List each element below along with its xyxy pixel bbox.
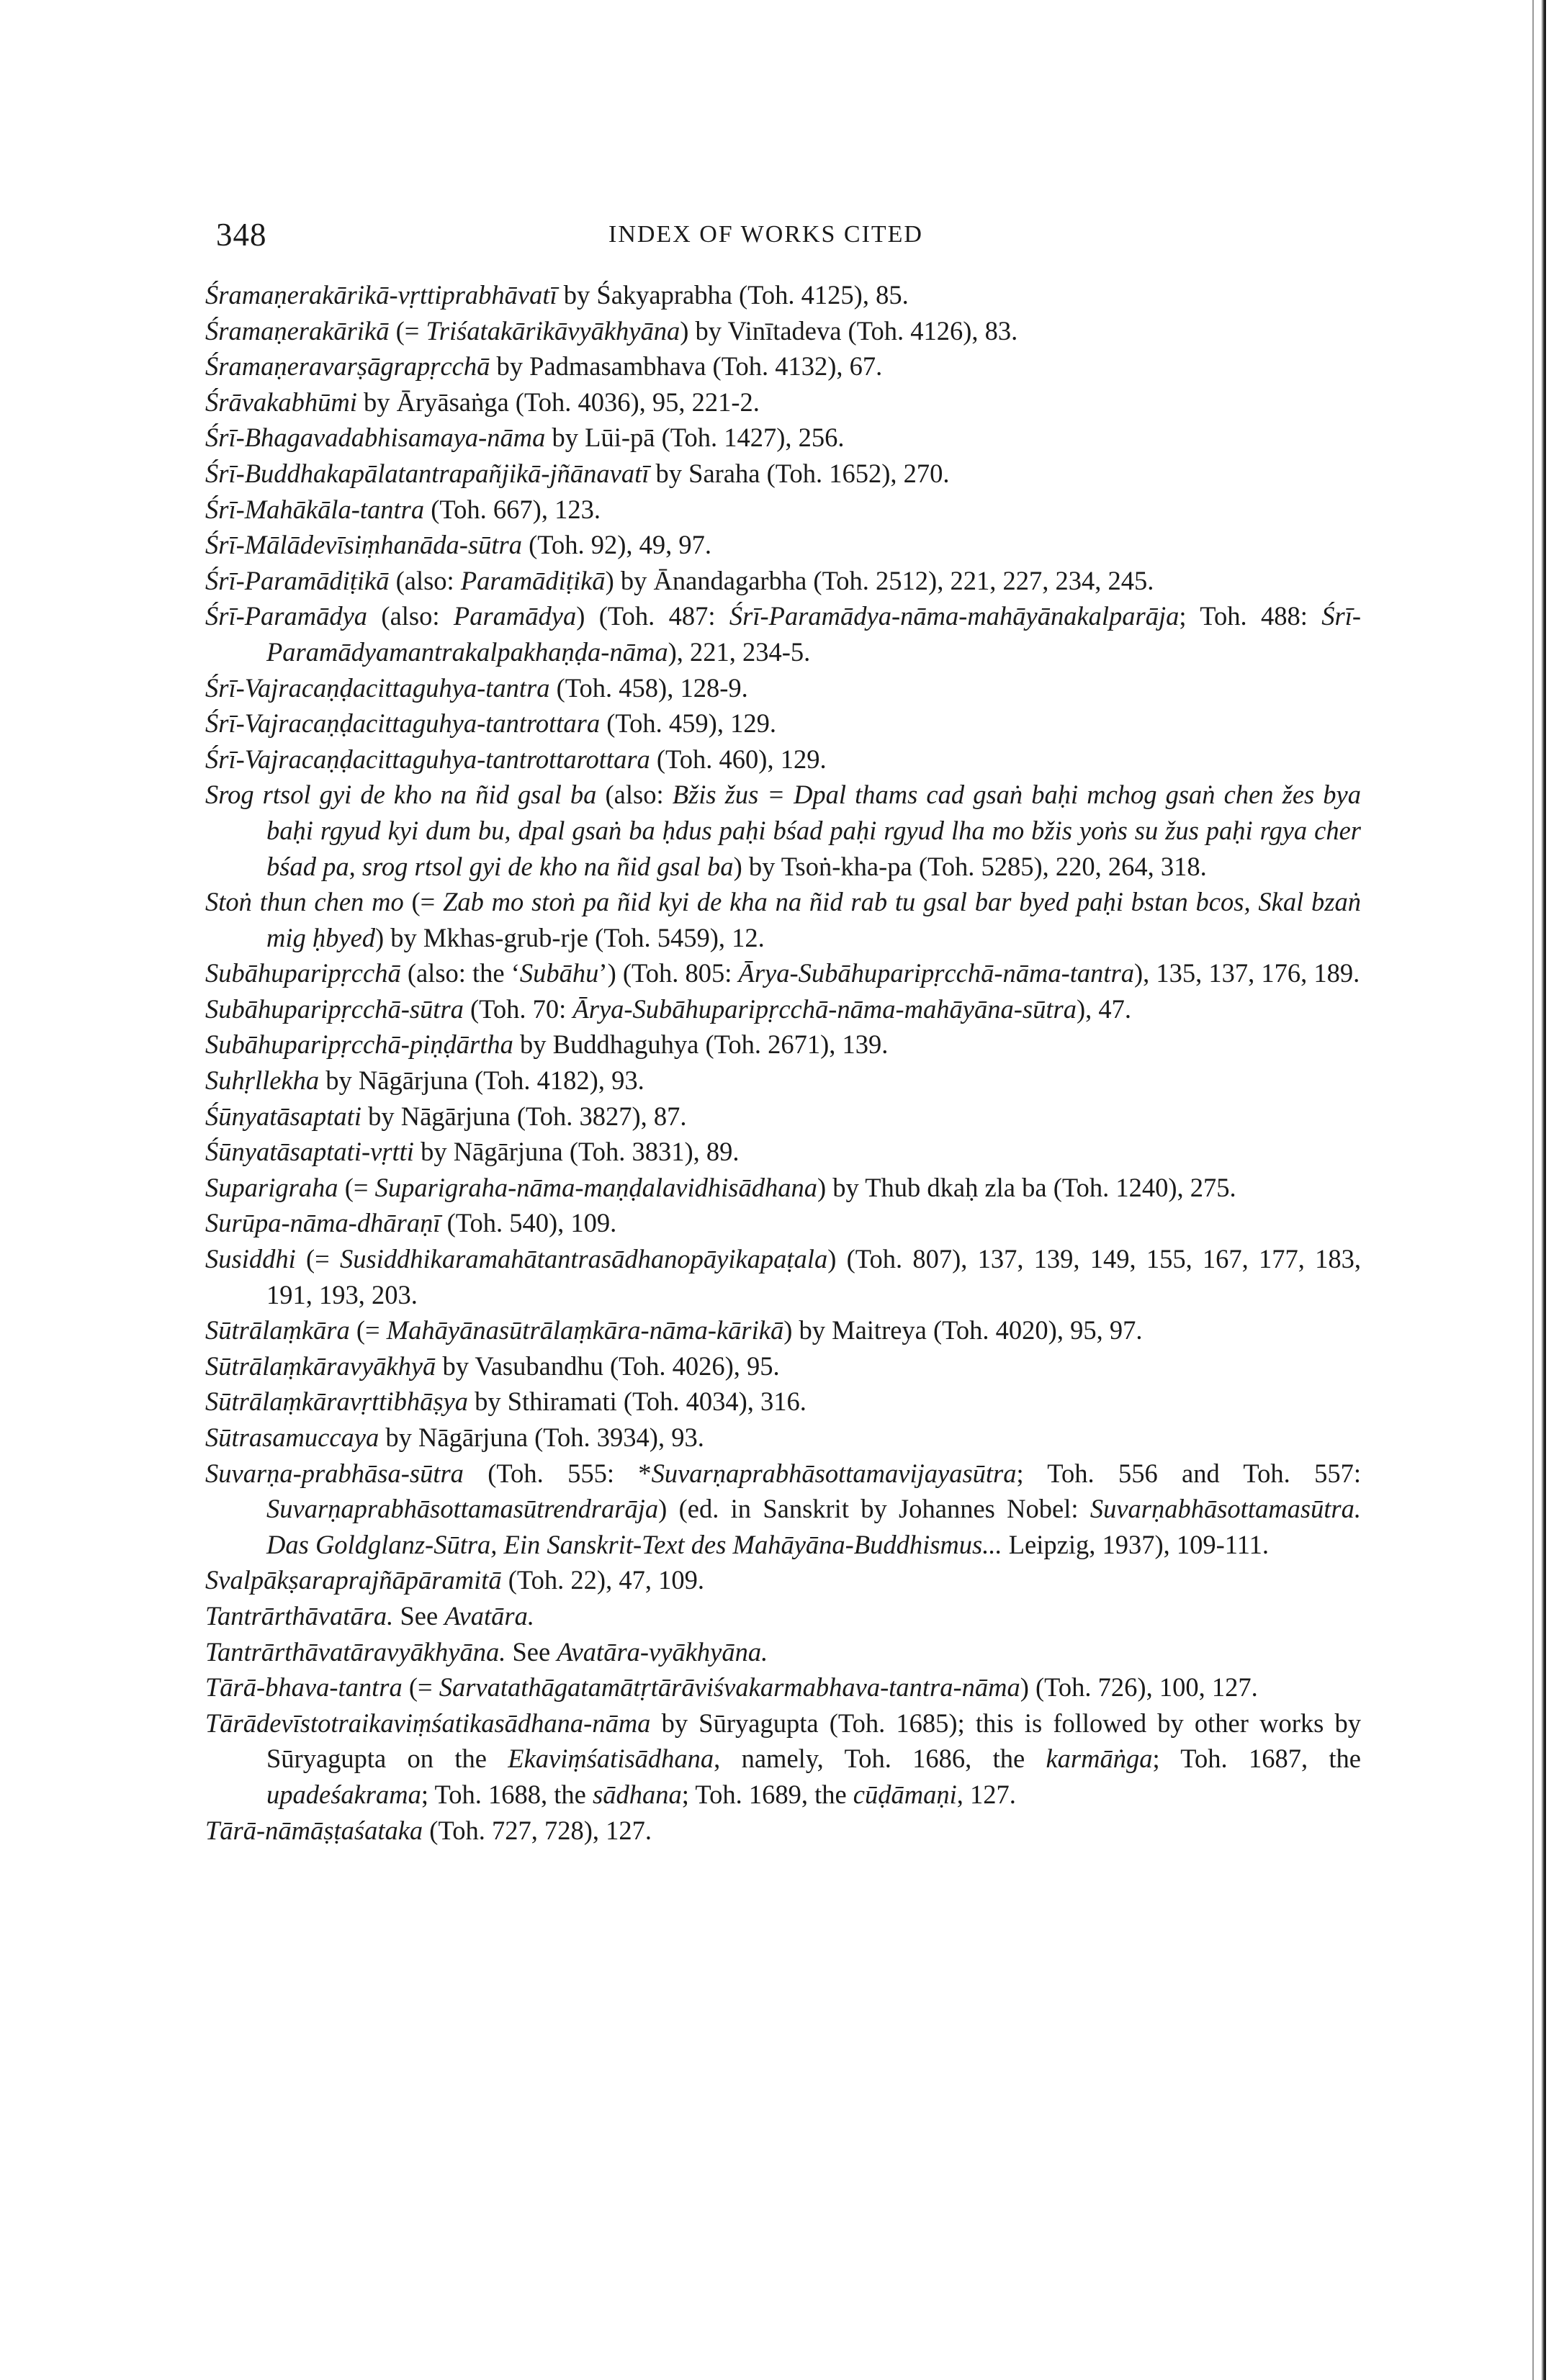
entry-text: ; Toh. 556 and Toh. 557: bbox=[1016, 1458, 1361, 1488]
work-title: Sūtrasamuccaya bbox=[205, 1423, 379, 1452]
entry-text: See bbox=[506, 1636, 557, 1667]
work-title: Tārādevīstotraikaviṃśatikasādhana-nāma bbox=[205, 1708, 651, 1738]
work-title: karmāṅga bbox=[1046, 1744, 1153, 1774]
work-title: Suvarṇabhāsottamasūtra. Das Goldglanz-Sūtra, Ein Sanskrit-Text des Mahāyāna-Buddhismus... bbox=[266, 1494, 1361, 1559]
entry-text: by Āryāsaṅga (Toh. 4036), 95, 221-2. bbox=[356, 387, 760, 417]
index-entry bbox=[205, 1063, 1361, 1099]
entry-text: (also: bbox=[389, 565, 461, 595]
index-entry bbox=[205, 563, 1361, 599]
entry-text: (also: bbox=[596, 780, 673, 810]
entry-text: (Toh. 70: bbox=[463, 993, 573, 1024]
entry-text: ; Toh. 1687, the bbox=[1152, 1744, 1361, 1774]
scan-shadow-line bbox=[1532, 0, 1534, 2380]
work-title: Subāhu bbox=[519, 958, 599, 988]
entry-text: ) by Maitreya (Toh. 4020), 95, 97. bbox=[783, 1315, 1143, 1345]
index-entry bbox=[205, 991, 1361, 1027]
work-title: Sūtrālaṃkāra bbox=[205, 1315, 350, 1345]
entry-text: by Sthiramati (Toh. 4034), 316. bbox=[467, 1387, 807, 1417]
entry-text: (Toh. 540), 109. bbox=[440, 1208, 617, 1238]
entry-text: ; Toh. 1689, the bbox=[681, 1779, 853, 1809]
work-title: Śrī-Vajracaṇḍacittaguhya-tantrottarottara bbox=[205, 744, 650, 774]
index-entry bbox=[205, 384, 1361, 420]
index-entry bbox=[205, 1669, 1361, 1705]
entry-text: by Sūryagupta (Toh. 1685); this is followed by other works by Sūryagupta on the bbox=[266, 1708, 1361, 1774]
entry-text: by Vasubandhu (Toh. 4026), 95. bbox=[436, 1351, 780, 1381]
entry-text: by Nāgārjuna (Toh. 3831), 89. bbox=[413, 1137, 740, 1167]
entry-text: ) by Ānandagarbha (Toh. 2512), 221, 227, 234, 245. bbox=[605, 565, 1154, 595]
work-title: Śramaṇeravarṣāgrapṛcchā bbox=[205, 351, 490, 382]
index-entry bbox=[205, 884, 1361, 955]
index-entry bbox=[205, 1705, 1361, 1813]
entry-text: (Toh. 458), 128-9. bbox=[549, 672, 748, 703]
entry-text: Leipzig, 1937), 109-111. bbox=[1002, 1529, 1269, 1559]
work-title: Bžis žus = Dpal thams cad gsaṅ baḥi mchog gsaṅ chen žes bya baḥi rgyud kyi dum bu, dpal gsaṅ ba ḥdus paḥi bśad paḥi rgyud lha mo bžis yoṅs su žus paḥi rgya cher bśad pa, srog rtsol gyi de kho na ñid gsal ba bbox=[266, 780, 1362, 881]
work-title: Suparigraha bbox=[205, 1172, 338, 1202]
index-entry bbox=[205, 1170, 1361, 1206]
entry-text: ) (Toh. 726), 100, 127. bbox=[1020, 1672, 1258, 1703]
entry-text: by Śakyaprabha (Toh. 4125), 85. bbox=[557, 280, 909, 310]
work-title: Suparigraha-nāma-maṇḍalavidhisādhana bbox=[374, 1172, 817, 1202]
scan-edge bbox=[1541, 0, 1546, 2380]
work-title: Paramādiṭikā bbox=[460, 565, 606, 595]
entry-text: (= bbox=[338, 1172, 375, 1202]
work-title: Surūpa-nāma-dhāraṇī bbox=[205, 1208, 441, 1238]
entry-text: by Saraha (Toh. 1652), 270. bbox=[649, 458, 950, 488]
work-title: Śramaṇerakārikā bbox=[205, 315, 390, 346]
entry-text: , namely, Toh. 1686, the bbox=[714, 1744, 1046, 1774]
index-entry bbox=[205, 420, 1361, 456]
entry-text: by Nāgārjuna (Toh. 3827), 87. bbox=[361, 1101, 687, 1131]
index-entry bbox=[205, 1634, 1361, 1670]
work-title: Tantrārthāvatāra. bbox=[205, 1600, 394, 1631]
work-title: Śrī-Buddhakapālatantrapañjikā-jñānavatī bbox=[205, 458, 650, 488]
page-number: 348 bbox=[216, 217, 267, 253]
entry-text: ) by Vinītadeva (Toh. 4126), 83. bbox=[680, 315, 1018, 346]
entry-text: (Toh. 727, 728), 127. bbox=[423, 1815, 652, 1845]
index-entry bbox=[205, 670, 1361, 706]
work-title: Tārā-nāmāṣṭaśataka bbox=[205, 1815, 423, 1845]
work-title: Suvarṇa-prabhāsa-sūtra bbox=[205, 1458, 464, 1488]
entry-text: ) (Toh. 487: bbox=[576, 601, 729, 631]
work-title: Ārya-Subāhuparipṛcchā-nāma-tantra bbox=[738, 958, 1134, 988]
index-entry bbox=[205, 1562, 1361, 1598]
entry-text: (= bbox=[403, 887, 444, 917]
index-entry bbox=[205, 742, 1361, 777]
work-title: Paramādya bbox=[453, 601, 577, 631]
entry-text: ) by Thub dkaḥ zla ba (Toh. 1240), 275. bbox=[817, 1172, 1236, 1202]
index-entry bbox=[205, 1205, 1361, 1241]
entry-text: (= bbox=[349, 1315, 387, 1345]
work-title: cūḍāmaṇi bbox=[853, 1779, 957, 1809]
entry-text: ), 135, 137, 176, 189. bbox=[1134, 958, 1360, 988]
entry-text: by Lūi-pā (Toh. 1427), 256. bbox=[545, 423, 845, 453]
index-entry bbox=[205, 1312, 1361, 1348]
work-title: Śūnyatāsaptati bbox=[205, 1101, 361, 1131]
entry-text: ; Toh. 1688, the bbox=[421, 1779, 593, 1809]
work-title: Zab mo stoṅ pa ñid kyi de kha na ñid rab tu gsal bar byed paḥi bstan bcos, Skal bzaṅ mig ḥbyed bbox=[266, 887, 1361, 952]
work-title: Susiddhikaramahātantrasādhanopāyikapaṭala bbox=[339, 1244, 828, 1274]
index-entry bbox=[205, 955, 1361, 991]
work-title: Susiddhi bbox=[205, 1244, 296, 1274]
work-title: Śrāvakabhūmi bbox=[205, 387, 357, 417]
entry-text: ; Toh. 488: bbox=[1179, 601, 1322, 631]
work-title: Suvarṇaprabhāsottamavijayasūtra bbox=[651, 1458, 1017, 1488]
index-entry bbox=[205, 598, 1361, 670]
index-entry bbox=[205, 277, 1361, 313]
work-title: Tantrārthāvatāravyākhyāna. bbox=[205, 1636, 506, 1667]
work-title: Śrī-Mālādevīsiṃhanāda-sūtra bbox=[205, 530, 522, 560]
entry-text: ’) (Toh. 805: bbox=[598, 958, 739, 988]
entry-text: by Buddhaguhya (Toh. 2671), 139. bbox=[513, 1029, 889, 1060]
entry-text: (= bbox=[389, 315, 426, 346]
work-title: Subāhuparipṛcchā-piṇḍārtha bbox=[205, 1029, 513, 1060]
work-title: upadeśakrama bbox=[266, 1779, 421, 1809]
work-title: Śrī-Vajracaṇḍacittaguhya-tantra bbox=[205, 672, 550, 703]
index-entry bbox=[205, 1598, 1361, 1634]
work-title: Subāhuparipṛcchā-sūtra bbox=[205, 993, 464, 1024]
work-title: Suvarṇaprabhāsottamasūtrendrarāja bbox=[266, 1494, 659, 1524]
work-title: Śrī-Paramādya bbox=[205, 601, 368, 631]
work-title: Stoṅ thun chen mo bbox=[205, 887, 404, 917]
index-entry bbox=[205, 1813, 1361, 1849]
index-entry bbox=[205, 1027, 1361, 1063]
work-title: Svalpākṣaraprajñāpāramitā bbox=[205, 1565, 502, 1595]
work-title: Śrī-Mahākāla-tantra bbox=[205, 494, 425, 524]
entry-text: (Toh. 460), 129. bbox=[650, 744, 827, 774]
entry-text: (Toh. 667), 123. bbox=[424, 494, 601, 524]
index-entry bbox=[205, 492, 1361, 528]
entry-text: (= bbox=[402, 1672, 439, 1703]
work-title: Tārā-bhava-tantra bbox=[205, 1672, 403, 1703]
entry-text: ) by Tsoṅ-kha-pa (Toh. 5285), 220, 264, 318. bbox=[733, 851, 1207, 881]
work-title: Śrī-Paramādyamantrakalpakhaṇḍa-nāma bbox=[266, 601, 1361, 667]
index-entry bbox=[205, 348, 1361, 384]
work-title: Śūnyatāsaptati-vṛtti bbox=[205, 1137, 414, 1167]
entry-text: (also: bbox=[367, 601, 454, 631]
work-title: Mahāyānasūtrālaṃkāra-nāma-kārikā bbox=[386, 1315, 784, 1345]
running-title: INDEX OF WORKS CITED bbox=[608, 221, 923, 248]
work-title: Śrī-Bhagavadabhisamaya-nāma bbox=[205, 423, 546, 453]
work-title: Śrī-Paramādya-nāma-mahāyānakalparāja bbox=[729, 601, 1180, 631]
work-title: Suhṛllekha bbox=[205, 1065, 320, 1096]
entry-text: (= bbox=[295, 1244, 340, 1274]
entry-text: (also: the ‘ bbox=[400, 958, 520, 988]
entry-text: See bbox=[393, 1600, 445, 1631]
index-entry bbox=[205, 1420, 1361, 1456]
entry-text: (Toh. 555: * bbox=[463, 1458, 652, 1488]
index-entry bbox=[205, 527, 1361, 563]
work-title: Sūtrālaṃkāravṛttibhāṣya bbox=[205, 1387, 468, 1417]
index-entry bbox=[205, 706, 1361, 742]
work-title: Śrī-Paramādiṭikā bbox=[205, 565, 390, 595]
work-title: Avatāra. bbox=[444, 1600, 534, 1631]
index-entry bbox=[205, 1134, 1361, 1170]
work-title: Sūtrālaṃkāravyākhyā bbox=[205, 1351, 436, 1381]
index-entry bbox=[205, 456, 1361, 492]
entry-text: , 127. bbox=[956, 1779, 1016, 1809]
index-entries bbox=[205, 277, 1361, 1848]
entry-text: ) (Toh. 807), 137, 139, 149, 155, 167, 177, 183, 191, 193, 203. bbox=[266, 1244, 1361, 1310]
index-entry bbox=[205, 1384, 1361, 1420]
work-title: Ārya-Subāhuparipṛcchā-nāma-mahāyāna-sūtra bbox=[572, 993, 1077, 1024]
work-title: sādhana bbox=[593, 1779, 682, 1809]
entry-text: ) (ed. in Sanskrit by Johannes Nobel: bbox=[658, 1494, 1090, 1524]
index-entry bbox=[205, 1348, 1361, 1384]
entry-text: ), 221, 234-5. bbox=[668, 636, 811, 667]
work-title: Ekaviṃśatisādhana bbox=[508, 1744, 714, 1774]
index-entry bbox=[205, 1241, 1361, 1312]
index-entry bbox=[205, 777, 1361, 884]
work-title: Srog rtsol gyi de kho na ñid gsal ba bbox=[205, 780, 597, 810]
index-entry bbox=[205, 313, 1361, 349]
entry-text: by Nāgārjuna (Toh. 4182), 93. bbox=[319, 1065, 644, 1096]
work-title: Triśatakārikāvyākhyāna bbox=[426, 315, 680, 346]
entry-text: (Toh. 92), 49, 97. bbox=[522, 530, 712, 560]
entry-text: ), 47. bbox=[1076, 993, 1131, 1024]
entry-text: (Toh. 22), 47, 109. bbox=[501, 1565, 704, 1595]
work-title: Śramaṇerakārikā-vṛttiprabhāvatī bbox=[205, 280, 557, 310]
index-entry bbox=[205, 1456, 1361, 1563]
work-title: Sarvatathāgatamātṛtārāviśvakarmabhava-tantra-nāma bbox=[439, 1672, 1020, 1703]
index-entry bbox=[205, 1099, 1361, 1135]
work-title: Śrī-Vajracaṇḍacittaguhya-tantrottara bbox=[205, 708, 601, 739]
work-title: Subāhuparipṛcchā bbox=[205, 958, 401, 988]
entry-text: ) by Mkhas-grub-rje (Toh. 5459), 12. bbox=[375, 922, 765, 952]
entry-text: by Nāgārjuna (Toh. 3934), 93. bbox=[379, 1423, 704, 1452]
entry-text: (Toh. 459), 129. bbox=[600, 708, 776, 739]
entry-text: by Padmasambhava (Toh. 4132), 67. bbox=[490, 351, 883, 382]
work-title: Avatāra-vyākhyāna. bbox=[557, 1636, 768, 1667]
